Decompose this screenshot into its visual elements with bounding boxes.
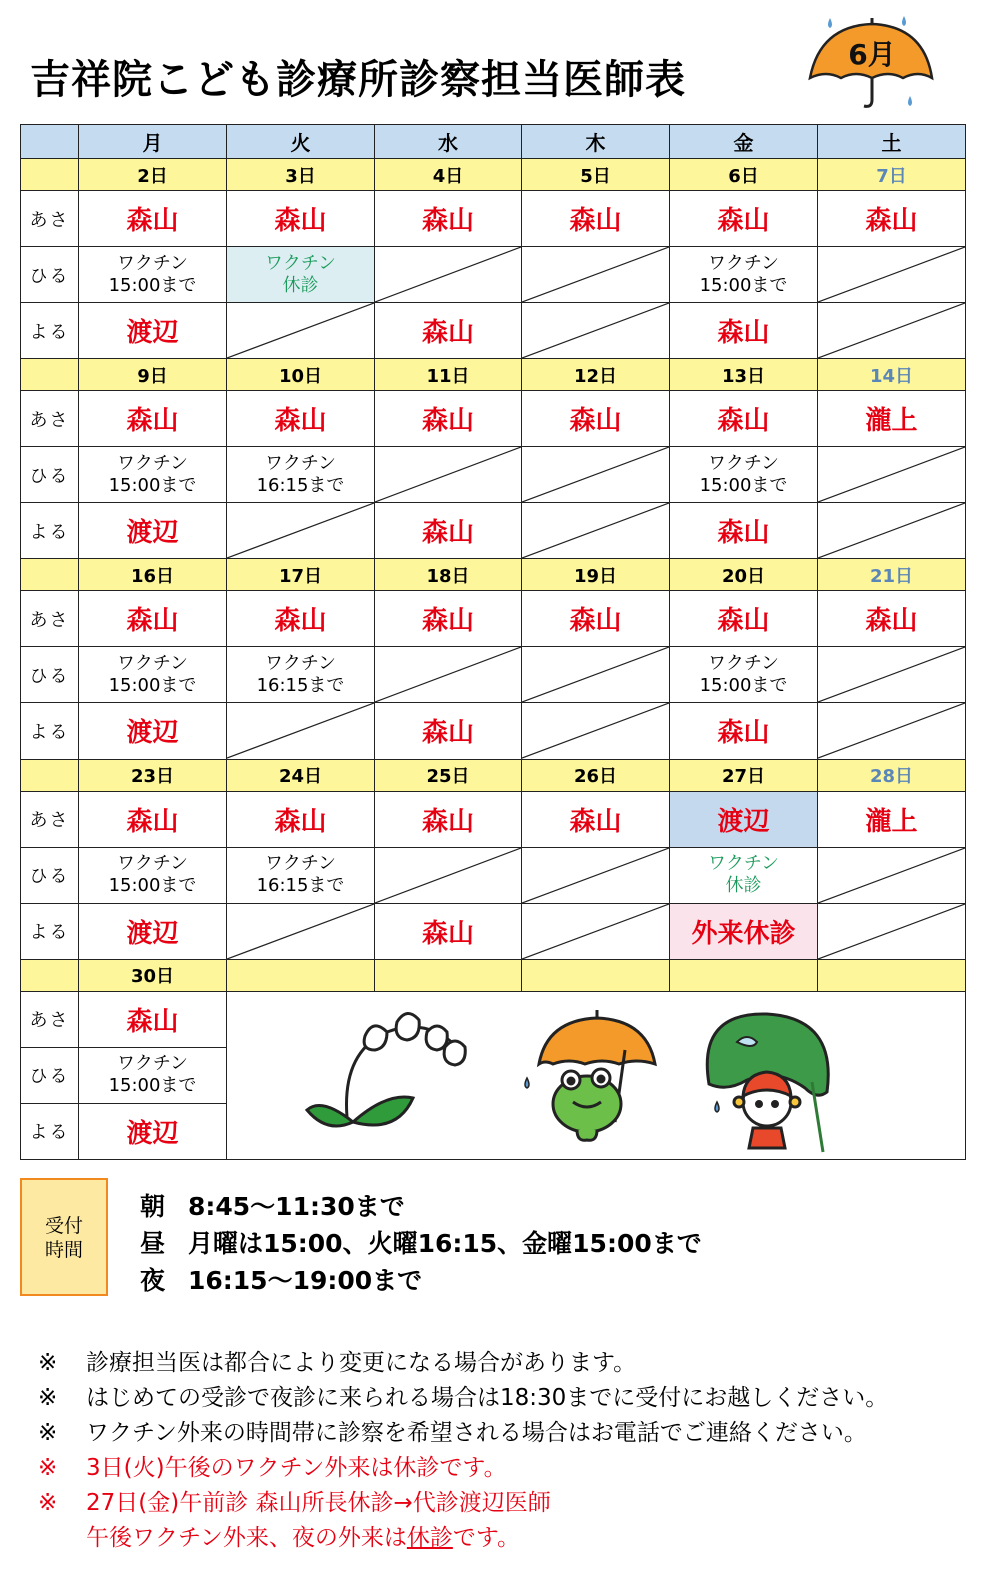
vaccine-line: ワクチン xyxy=(264,452,337,474)
closed-cell xyxy=(522,847,670,903)
doctor-cell: 森山 xyxy=(227,191,375,247)
vaccine-time: 16:15まで xyxy=(256,875,345,897)
vaccine-line: ワクチン xyxy=(707,252,780,274)
vaccine-cell xyxy=(79,1047,227,1103)
vaccine-time: 休診 xyxy=(282,274,319,296)
date-cell: 24日 xyxy=(227,759,375,791)
slash-mark xyxy=(522,848,669,903)
date-row-corner xyxy=(21,159,79,191)
vaccine-line: ワクチン xyxy=(116,853,189,875)
date-row xyxy=(21,559,966,591)
morning-row xyxy=(21,191,966,247)
vaccine-cell xyxy=(79,447,227,503)
doctor-cell: 森山 xyxy=(522,591,670,647)
date-cell: 7日 xyxy=(818,159,966,191)
closed-cell xyxy=(522,503,670,559)
vaccine-cell xyxy=(79,647,227,703)
doctor-cell: 森山 xyxy=(522,391,670,447)
slash-mark xyxy=(227,703,374,758)
slot-label: ひる xyxy=(21,1047,79,1103)
note-item-alert-continued: 午後ワクチン外来、夜の外来は休診です。 xyxy=(86,1525,521,1551)
slash-mark xyxy=(227,904,374,959)
vaccine-line: ワクチン xyxy=(707,853,780,875)
date-cell-empty xyxy=(375,959,522,991)
date-cell: 12日 xyxy=(522,359,670,391)
closed-cell xyxy=(227,903,375,959)
vaccine-cell xyxy=(670,447,818,503)
slot-label: よる xyxy=(21,303,79,359)
closed-cell xyxy=(522,703,670,759)
closed-cell xyxy=(818,703,966,759)
slash-mark xyxy=(227,503,374,558)
vaccine-time: 15:00まで xyxy=(699,274,788,296)
date-row xyxy=(21,759,966,791)
noon-row xyxy=(21,447,966,503)
corner-cell xyxy=(21,125,79,159)
morning-row xyxy=(21,391,966,447)
date-cell: 27日 xyxy=(670,759,818,791)
doctor-cell: 森山 xyxy=(375,503,522,559)
vaccine-line: ワクチン xyxy=(707,652,780,674)
doctor-cell: 森山 xyxy=(79,191,227,247)
doctor-cell: 森山 xyxy=(79,391,227,447)
slash-mark xyxy=(522,647,669,702)
date-cell: 9日 xyxy=(79,359,227,391)
lily-of-the-valley-icon xyxy=(307,1013,465,1126)
date-cell: 30日 xyxy=(79,959,227,991)
vaccine-cell xyxy=(227,247,375,303)
noon-row xyxy=(21,847,966,903)
note-item: ※ 診療担当医は都合により変更になる場合があります。 xyxy=(38,1350,637,1376)
vaccine-time: 15:00まで xyxy=(108,875,197,897)
slash-mark xyxy=(375,447,521,502)
date-cell: 10日 xyxy=(227,359,375,391)
slash-mark xyxy=(375,848,521,903)
doctor-cell: 渡辺 xyxy=(79,503,227,559)
slot-label: あさ xyxy=(21,391,79,447)
doctor-cell: 森山 xyxy=(670,591,818,647)
closed-cell xyxy=(818,447,966,503)
closed-cell xyxy=(227,503,375,559)
slash-mark xyxy=(375,647,521,702)
weekday-header: 土 xyxy=(818,125,966,159)
reception-night: 夜 16:15〜19:00まで xyxy=(140,1266,423,1295)
umbrella-month-badge xyxy=(800,8,940,118)
date-cell: 19日 xyxy=(522,559,670,591)
reception-hours xyxy=(140,1188,702,1299)
slash-mark xyxy=(818,503,965,558)
date-row xyxy=(21,359,966,391)
slash-mark xyxy=(818,303,965,358)
doctor-cell: 渡辺 xyxy=(79,303,227,359)
date-cell: 13日 xyxy=(670,359,818,391)
date-cell: 25日 xyxy=(375,759,522,791)
note-item-alert: ※ 27日(金)午前診 森山所長休診→代診渡辺医師 xyxy=(38,1490,551,1516)
slot-label: あさ xyxy=(21,591,79,647)
slot-label: あさ xyxy=(21,791,79,847)
slot-label: よる xyxy=(21,903,79,959)
date-cell-empty xyxy=(818,959,966,991)
doctor-cell: 森山 xyxy=(522,191,670,247)
vaccine-line: ワクチン xyxy=(116,252,189,274)
doctor-cell: 森山 xyxy=(375,191,522,247)
doctor-cell: 森山 xyxy=(227,591,375,647)
doctor-cell: 森山 xyxy=(670,391,818,447)
doctor-cell: 森山 xyxy=(818,591,966,647)
closed-cell xyxy=(818,647,966,703)
night-row xyxy=(21,903,966,959)
doctor-cell: 外来休診 xyxy=(670,903,818,959)
vaccine-time: 15:00まで xyxy=(108,1075,197,1097)
vaccine-cell xyxy=(670,247,818,303)
vaccine-time: 15:00まで xyxy=(699,674,788,696)
vaccine-line: ワクチン xyxy=(116,652,189,674)
reception-morning: 朝 8:45〜11:30まで xyxy=(140,1192,405,1221)
doctor-cell: 森山 xyxy=(375,903,522,959)
date-cell: 14日 xyxy=(818,359,966,391)
slash-mark xyxy=(818,703,965,758)
date-cell: 3日 xyxy=(227,159,375,191)
closed-cell xyxy=(375,847,522,903)
reception-time-label: 受付 時間 xyxy=(20,1178,108,1296)
morning-row xyxy=(21,991,966,1047)
month-label: 6月 xyxy=(848,38,896,71)
doctor-cell: 森山 xyxy=(375,303,522,359)
doctor-cell: 瀧上 xyxy=(818,391,966,447)
slash-mark xyxy=(818,848,965,903)
date-cell: 6日 xyxy=(670,159,818,191)
schedule-table xyxy=(20,124,966,1160)
slash-mark xyxy=(818,647,965,702)
weekday-header: 木 xyxy=(522,125,670,159)
date-cell-empty xyxy=(522,959,670,991)
vaccine-time: 15:00まで xyxy=(699,474,788,496)
date-cell: 18日 xyxy=(375,559,522,591)
vaccine-cell xyxy=(79,847,227,903)
vaccine-line: ワクチン xyxy=(116,452,189,474)
doctor-cell: 森山 xyxy=(375,791,522,847)
closed-cell xyxy=(227,303,375,359)
doctor-cell: 渡辺 xyxy=(79,703,227,759)
closed-cell xyxy=(375,647,522,703)
date-cell: 4日 xyxy=(375,159,522,191)
vaccine-cell xyxy=(227,647,375,703)
doctor-cell: 森山 xyxy=(79,591,227,647)
date-cell: 11日 xyxy=(375,359,522,391)
closed-cell xyxy=(818,303,966,359)
slot-label: よる xyxy=(21,703,79,759)
closed-cell xyxy=(522,447,670,503)
date-cell-empty xyxy=(227,959,375,991)
closed-cell xyxy=(375,247,522,303)
doctor-cell: 森山 xyxy=(79,791,227,847)
date-cell: 17日 xyxy=(227,559,375,591)
doctor-cell: 瀧上 xyxy=(818,791,966,847)
doctor-cell: 森山 xyxy=(670,191,818,247)
vaccine-time: 16:15まで xyxy=(256,674,345,696)
doctor-cell: 森山 xyxy=(670,303,818,359)
noon-row xyxy=(21,647,966,703)
date-cell: 26日 xyxy=(522,759,670,791)
vaccine-time: 15:00まで xyxy=(108,274,197,296)
night-row xyxy=(21,303,966,359)
closed-cell xyxy=(375,447,522,503)
slash-mark xyxy=(522,303,669,358)
date-cell: 16日 xyxy=(79,559,227,591)
girl-under-leaf-icon xyxy=(707,1014,828,1152)
weekday-header: 金 xyxy=(670,125,818,159)
slash-mark xyxy=(227,303,374,358)
doctor-cell: 渡辺 xyxy=(79,903,227,959)
vaccine-line: ワクチン xyxy=(264,652,337,674)
doctor-cell: 森山 xyxy=(79,991,227,1047)
date-row-corner xyxy=(21,759,79,791)
doctor-cell: 森山 xyxy=(375,591,522,647)
doctor-cell: 森山 xyxy=(227,391,375,447)
weekday-header: 水 xyxy=(375,125,522,159)
night-row xyxy=(21,503,966,559)
notes-list xyxy=(38,1346,888,1556)
doctor-cell: 森山 xyxy=(670,503,818,559)
weekday-header-row xyxy=(21,125,966,159)
doctor-cell: 森山 xyxy=(670,703,818,759)
weekday-header: 火 xyxy=(227,125,375,159)
closed-cell xyxy=(522,647,670,703)
doctor-cell: 森山 xyxy=(818,191,966,247)
vaccine-line: ワクチン xyxy=(264,252,337,274)
vaccine-time: 15:00まで xyxy=(108,674,197,696)
slash-mark xyxy=(375,247,521,302)
slot-label: あさ xyxy=(21,991,79,1047)
reception-noon: 昼 月曜は15:00、火曜16:15、金曜15:00まで xyxy=(140,1229,702,1258)
morning-row xyxy=(21,591,966,647)
closed-cell xyxy=(522,903,670,959)
slash-mark xyxy=(522,447,669,502)
vaccine-time: 15:00まで xyxy=(108,474,197,496)
note-item-alert: ※ 3日(火)午後のワクチン外来は休診です。 xyxy=(38,1455,507,1481)
vaccine-cell xyxy=(670,847,818,903)
vaccine-line: ワクチン xyxy=(116,1053,189,1075)
date-cell: 28日 xyxy=(818,759,966,791)
slash-mark xyxy=(522,703,669,758)
date-row-corner xyxy=(21,359,79,391)
date-cell: 21日 xyxy=(818,559,966,591)
note-item: ※ ワクチン外来の時間帯に診察を希望される場合はお電話でご連絡ください。 xyxy=(38,1420,867,1446)
slot-label: ひる xyxy=(21,447,79,503)
vaccine-time: 休診 xyxy=(725,875,762,897)
slot-label: あさ xyxy=(21,191,79,247)
weekday-header: 月 xyxy=(79,125,227,159)
doctor-cell: 森山 xyxy=(375,703,522,759)
illustration-area xyxy=(227,991,966,1159)
date-row xyxy=(21,159,966,191)
night-row xyxy=(21,703,966,759)
closed-cell xyxy=(818,503,966,559)
closed-cell xyxy=(818,903,966,959)
doctor-cell: 渡辺 xyxy=(670,791,818,847)
page-title: 吉祥院こども診療所診察担当医師表 xyxy=(30,57,686,103)
date-row-corner xyxy=(21,559,79,591)
vaccine-time: 16:15まで xyxy=(256,474,345,496)
date-cell: 2日 xyxy=(79,159,227,191)
slot-label: ひる xyxy=(21,647,79,703)
date-cell: 20日 xyxy=(670,559,818,591)
closed-cell xyxy=(818,847,966,903)
closed-cell xyxy=(818,247,966,303)
note-item: ※ はじめての受診で夜診に来られる場合は18:30までに受付にお越しください。 xyxy=(38,1385,889,1411)
slash-mark xyxy=(818,904,965,959)
vaccine-line: ワクチン xyxy=(707,452,780,474)
slot-label: ひる xyxy=(21,847,79,903)
noon-row xyxy=(21,247,966,303)
vaccine-cell xyxy=(227,447,375,503)
vaccine-cell xyxy=(670,647,818,703)
date-cell-empty xyxy=(670,959,818,991)
slash-mark xyxy=(818,247,965,302)
slash-mark xyxy=(522,503,669,558)
slot-label: ひる xyxy=(21,247,79,303)
frog-with-umbrella-icon xyxy=(525,1010,655,1140)
doctor-cell: 森山 xyxy=(227,791,375,847)
slot-label: よる xyxy=(21,1103,79,1159)
closed-cell xyxy=(522,303,670,359)
slash-mark xyxy=(522,904,669,959)
slash-mark xyxy=(522,247,669,302)
vaccine-cell xyxy=(79,247,227,303)
closed-cell xyxy=(227,703,375,759)
slot-label: よる xyxy=(21,503,79,559)
doctor-cell: 渡辺 xyxy=(79,1103,227,1159)
doctor-cell: 森山 xyxy=(522,791,670,847)
date-cell: 23日 xyxy=(79,759,227,791)
vaccine-cell xyxy=(227,847,375,903)
date-row xyxy=(21,959,966,991)
date-cell: 5日 xyxy=(522,159,670,191)
slash-mark xyxy=(818,447,965,502)
doctor-cell: 森山 xyxy=(375,391,522,447)
vaccine-line: ワクチン xyxy=(264,853,337,875)
morning-row xyxy=(21,791,966,847)
closed-cell xyxy=(522,247,670,303)
date-row-corner xyxy=(21,959,79,991)
